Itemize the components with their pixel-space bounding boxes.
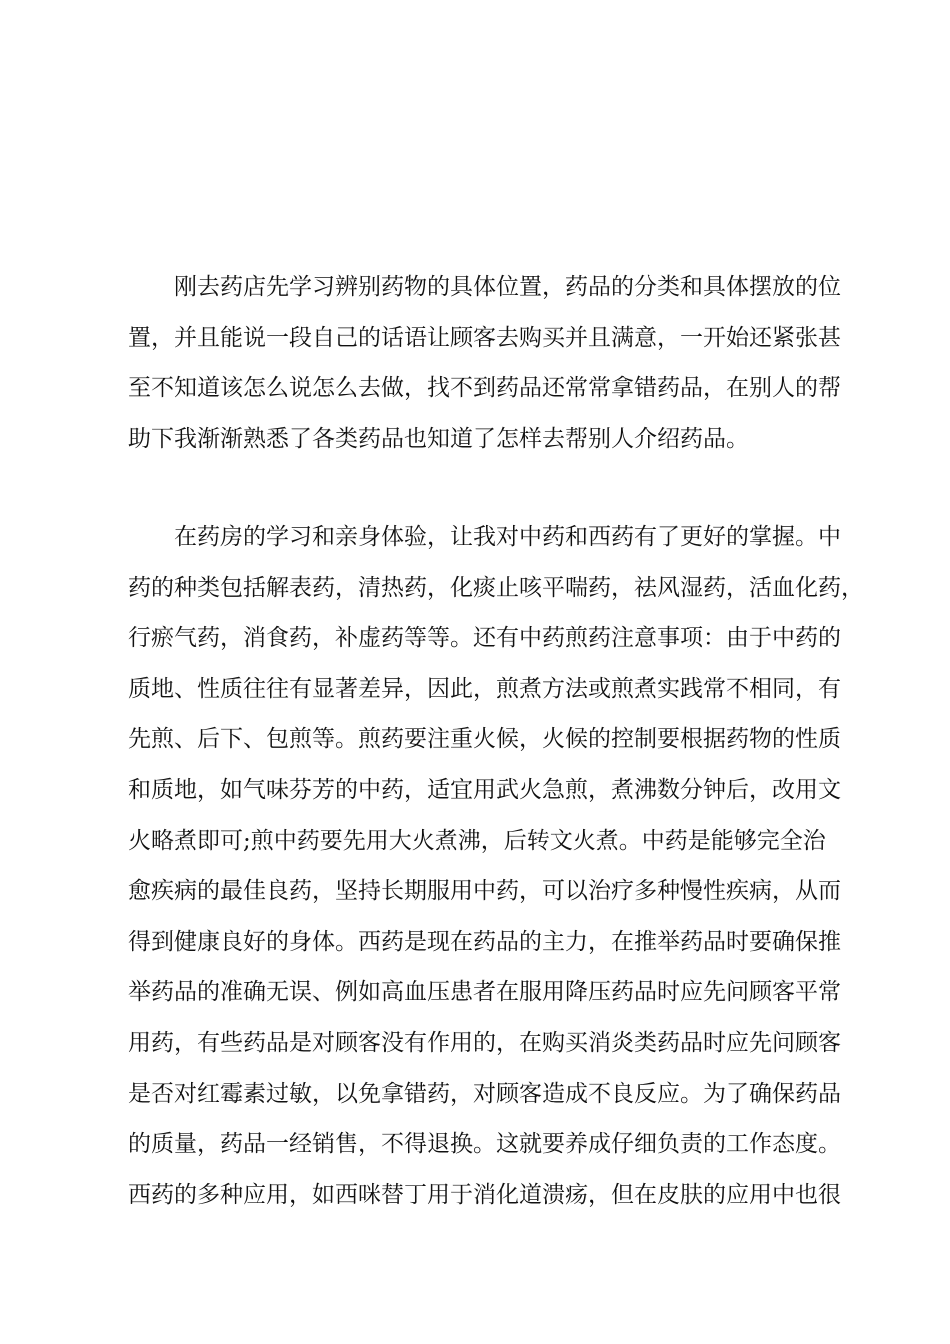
text-line: 质地、性质往往有显著差异，因此，煎煮方法或煎煮实践常不相同，有 — [128, 675, 841, 702]
text-line: 和质地，如气味芬芳的中药，适宜用武火急煎，煮沸数分钟后，改用文 — [128, 776, 841, 803]
text-line: 药的种类包括解表药，清热药，化痰止咳平喘药，祛风湿药，活血化药， — [128, 574, 864, 601]
text-line: 是否对红霉素过敏，以免拿错药，对顾客造成不良反应。为了确保药品 — [128, 1080, 841, 1107]
paragraph-pharmacy-learning — [128, 262, 841, 464]
text-line: 火略煮即可;煎中药要先用大火煮沸，后转文火煮。中药是能够完全治 — [128, 827, 826, 854]
text-line: 愈疾病的最佳良药，坚持长期服用中药，可以治疗多种慢性疾病，从而 — [128, 878, 841, 905]
text-line: 刚去药店先学习辨别药物的具体位置，药品的分类和具体摆放的位 — [128, 274, 841, 300]
text-line: 助下我渐渐熟悉了各类药品也知道了怎样去帮别人介绍药品。 — [128, 425, 749, 452]
text-line: 得到健康良好的身体。西药是现在药品的主力，在推举药品时要确保推 — [128, 928, 841, 955]
text-line: 置，并且能说一段自己的话语让顾客去购买并且满意，一开始还紧张甚 — [128, 324, 841, 351]
text-line: 的质量，药品一经销售，不得退换。这就要养成仔细负责的工作态度。 — [128, 1131, 841, 1158]
text-line: 行瘀气药，消食药，补虚药等等。还有中药煎药注意事项：由于中药的 — [128, 625, 841, 652]
text-line: 用药，有些药品是对顾客没有作用的，在购买消炎类药品时应先问顾客 — [128, 1029, 841, 1056]
text-line: 举药品的准确无误、例如高血压患者在服用降压药品时应先问顾客平常 — [128, 979, 841, 1006]
text-line: 先煎、后下、包煎等。煎药要注重火候，火候的控制要根据药物的性质 — [128, 726, 841, 753]
text-line: 在药房的学习和亲身体验，让我对中药和西药有了更好的掌握。中 — [128, 524, 841, 550]
text-line: 至不知道该怎么说怎么去做，找不到药品还常常拿错药品，在别人的帮 — [128, 375, 841, 402]
paragraph-chinese-western-medicine — [128, 512, 864, 1220]
text-line: 西药的多种应用，如西咪替丁用于消化道溃疡，但在皮肤的应用中也很 — [128, 1181, 841, 1208]
